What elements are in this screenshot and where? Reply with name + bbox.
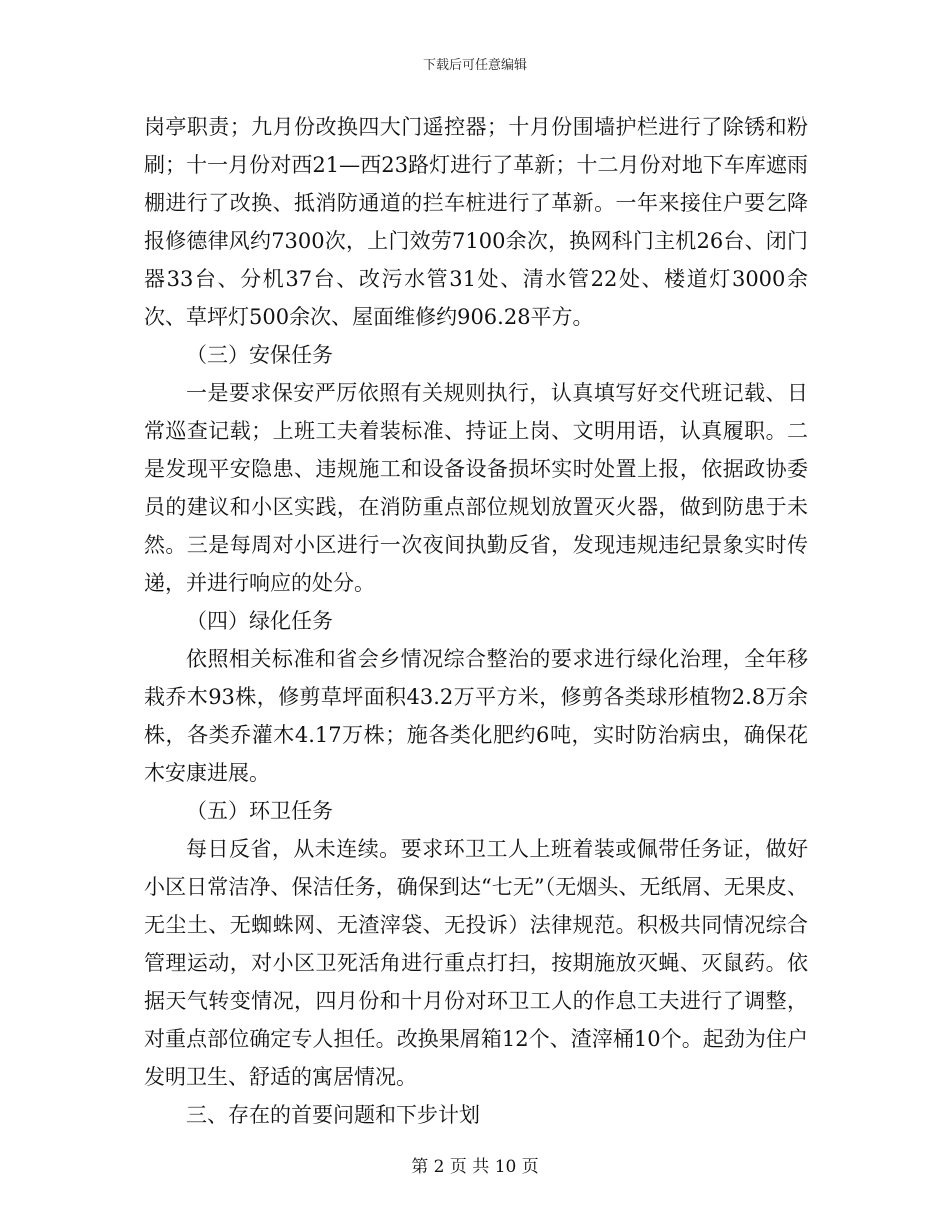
header-note: 下载后可任意编辑 (422, 58, 527, 73)
paragraph-continuation: 岗亭职责；九月份改换四大门遥控器；十月份围墙护栏进行了除锈和粉刷；十一月份对西21—西23路灯进行了革新；十二月份对地下车库遮雨棚进行了改换、抵消防通道的拦车桩进行了革新。一年来接住户要乞降报修德律风约7300次，上门效劳7100余次，换网科门主机26台、闭门器33台、分机37台、改污水管31处、清水管22处、楼道灯3000余次、草坪灯500余次、屋面维修约906.28平方。 (144, 115, 808, 329)
section-heading-problems-plan: 三、存在的首要问题和下步计划 (186, 1103, 480, 1127)
paragraph-greening: 依照相关标准和省会乡情况综合整治的要求进行绿化治理，全年移栽乔木93株，修剪草坪面积43.2万平方米，修剪各类球形植物2.8万余株，各类乔灌木4.17万株；施各类化肥约6吨，实时防治病虫，确保花木安康进展。 (144, 647, 808, 785)
paragraph-sanitation: 每日反省，从未连续。要求环卫工人上班着装或佩带任务证，做好小区日常洁净、保洁任务，确保到达“七无”（无烟头、无纸屑、无果皮、无尘土、无蜘蛛网、无渣滓袋、无投诉）法律规范。积极共同情况综合管理运动，对小区卫死活角进行重点打扫，按期施放灭蝇、灭鼠药。依据天气转变情况，四月份和十月份对环卫工人的作息工夫进行了调整，对重点部位确定专人担任。改换果屑箱12个、渣滓桶10个。起劲为住户发明卫生、舒适的寓居情况。 (144, 837, 808, 1089)
page-number-footer: 第 2 页 共 10 页 (411, 1157, 539, 1177)
section-heading-security: （三）安保任务 (186, 343, 333, 367)
section-heading-sanitation: （五）环卫任务 (186, 799, 333, 823)
paragraph-security: 一是要求保安严厉依照有关规则执行，认真填写好交代班记载、日常巡查记载；上班工夫着装标准、持证上岗、文明用语，认真履职。二是发现平安隐患、违规施工和设备设备损坏实时处置上报，依据政协委员的建议和小区实践，在消防重点部位规划放置灭火器，做到防患于未然。三是每周对小区进行一次夜间执勤反省，发现违规违纪景象实时传递，并进行响应的处分。 (144, 381, 808, 595)
section-heading-greening: （四）绿化任务 (186, 609, 333, 633)
document-body (144, 108, 808, 1134)
